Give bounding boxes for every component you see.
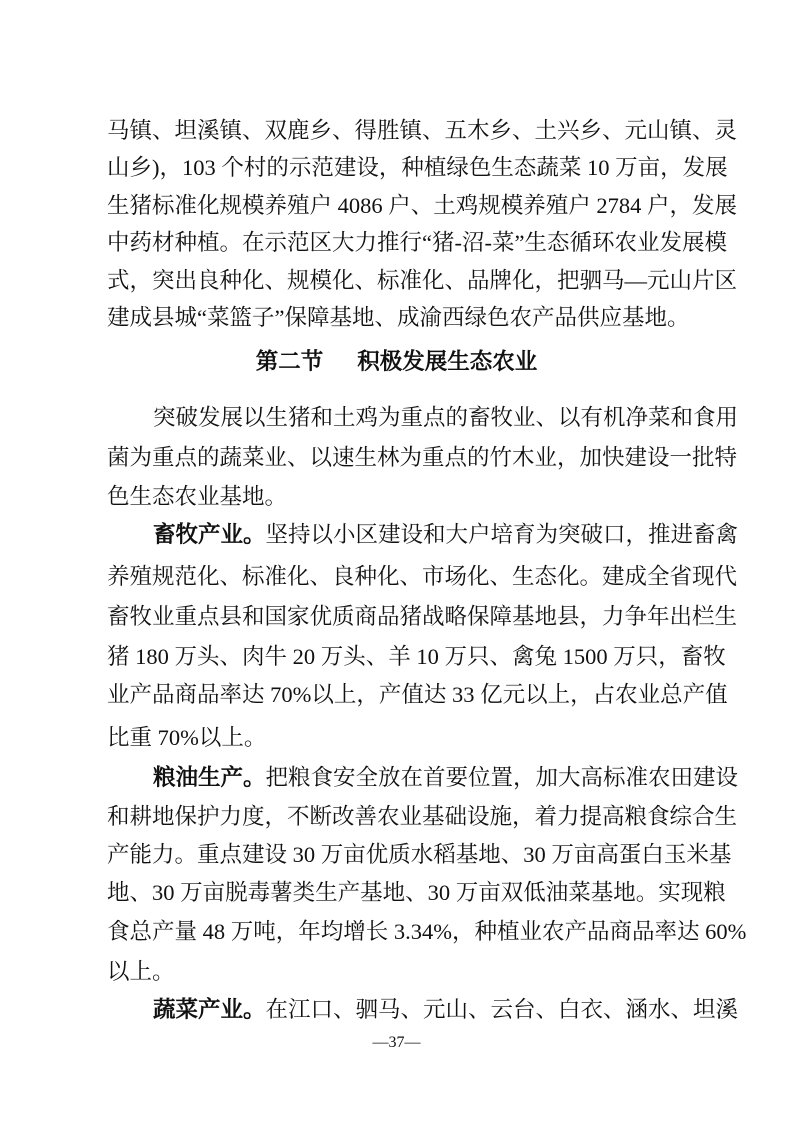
- text-line: 业产品商品率达 70%以上，产值达 33 亿元以上，占农业总产值: [107, 682, 728, 707]
- text-line: 菌为重点的蔬菜业、以速生林为重点的竹木业，加快建设一批特: [107, 445, 738, 470]
- paragraph-lead: 蔬菜产业。: [153, 997, 266, 1022]
- section-heading: [0, 349, 793, 375]
- text-line: 马镇、坦溪镇、双鹿乡、得胜镇、五木乡、土兴乡、元山镇、灵: [107, 118, 738, 143]
- text-line: [153, 765, 739, 791]
- text-run: 在江口、驷马、元山、云台、白衣、涵水、坦溪: [265, 997, 739, 1022]
- text-line: 养殖规范化、标准化、良种化、市场化、生态化。建成全省现代: [107, 564, 738, 589]
- text-line: 色生态农业基地。: [107, 484, 288, 509]
- text-line: 建成县城“菜篮子”保障基地、成渝西绿色农产品供应基地。: [107, 305, 690, 330]
- paragraph-lead: 畜牧产业。: [153, 522, 266, 547]
- page-number: —37—: [372, 1034, 421, 1051]
- text-run: 把粮食安全放在首要位置，加大高标准农田建设: [265, 765, 739, 790]
- text-line: 和耕地保护力度，不断改善农业基础设施，着力提高粮食综合生: [107, 804, 738, 829]
- text-line: 产能力。重点建设 30 万亩优质水稻基地、30 万亩高蛋白玉米基: [107, 842, 732, 867]
- text-line: 猪 180 万头、肉牛 20 万头、羊 10 万只、禽兔 1500 万只，畜牧: [107, 644, 726, 669]
- paragraph-lead: 粮油生产。: [153, 765, 266, 790]
- text-line: [153, 997, 739, 1023]
- text-line: 以上。: [107, 959, 175, 984]
- section-number: 第二节: [255, 349, 324, 374]
- text-line: 生猪标准化规模养殖户 4086 户、土鸡规模养殖户 2784 户，发展: [107, 193, 738, 218]
- text-line: 式，突出良种化、规模化、标准化、品牌化，把驷马—元山片区: [107, 268, 738, 293]
- text-line: 食总产量 48 万吨，年均增长 3.34%，种植业农产品商品率达 60%: [107, 919, 747, 944]
- text-line: 突破发展以生猪和土鸡为重点的畜牧业、以有机净菜和食用: [153, 405, 739, 430]
- text-run: 坚持以小区建设和大户培育为突破口，推进畜禽: [265, 522, 739, 547]
- text-line: 比重 70%以上。: [107, 725, 267, 750]
- text-line: 地、30 万亩脱毒薯类生产基地、30 万亩双低油菜基地。实现粮: [107, 880, 726, 905]
- text-line: [153, 522, 739, 548]
- text-line: 中药材种植。在示范区大力推行“猪-沼-菜”生态循环农业发展模: [107, 230, 727, 255]
- section-title: 积极发展生态农业: [357, 349, 538, 374]
- text-line: 畜牧业重点县和国家优质商品猪战略保障基地县，力争年出栏生: [107, 604, 738, 629]
- text-line: 山乡)，103 个村的示范建设，种植绿色生态蔬菜 10 万亩，发展: [107, 155, 728, 180]
